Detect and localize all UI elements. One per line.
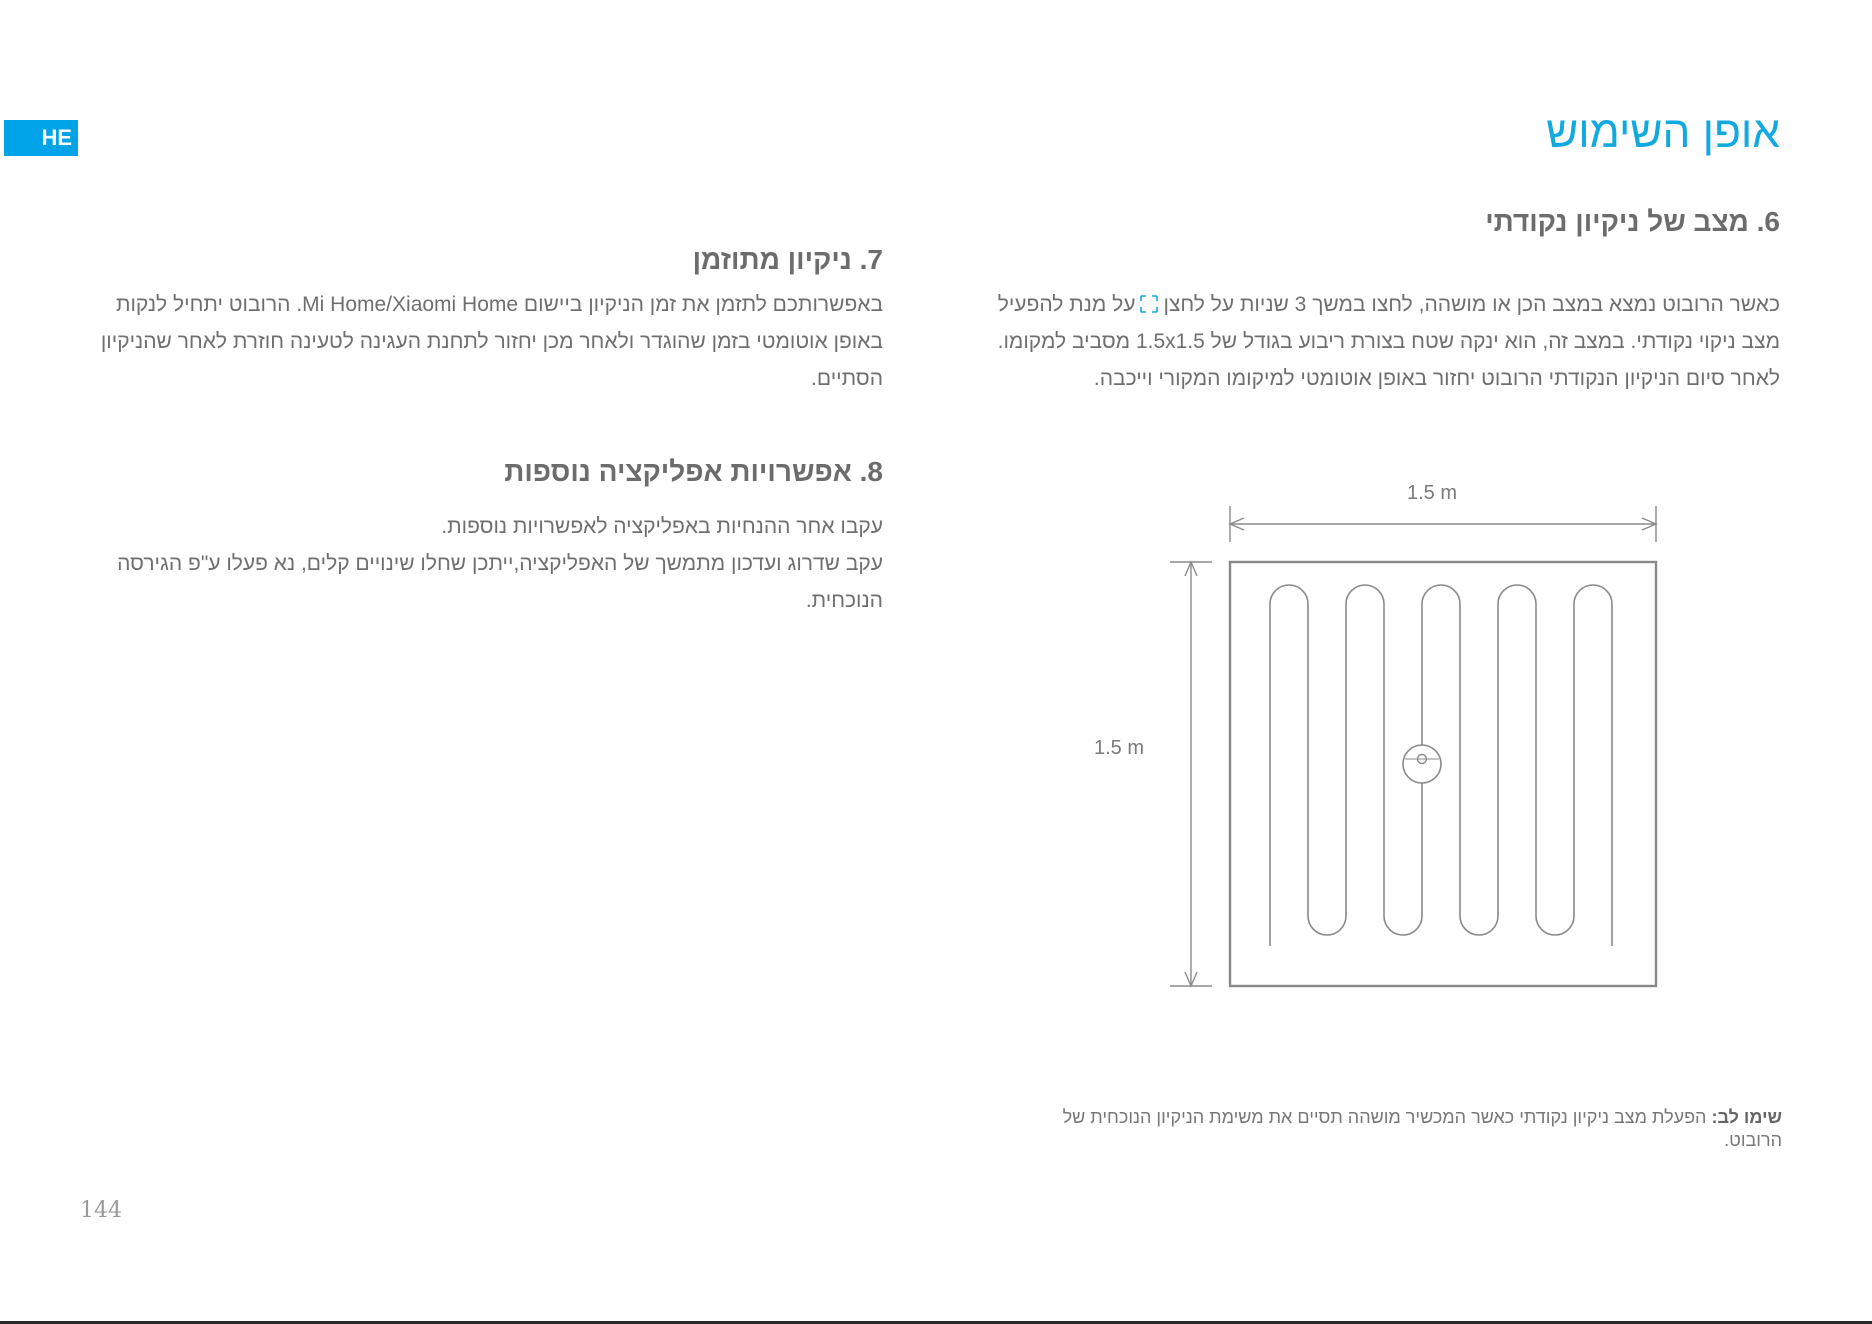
section-6-body-part2: על מנת להפעיל מצב ניקוי נקודתי. במצב זה, הוא ינקה שטח בצורת ריבוע בגודל של 1.5x1.5 מסביב למקומו. לאחר סיום הניקיון הנקודתי הרובוט יחזור באופן אוטומטי למיקומו המקורי וייכבה.	[997, 293, 1780, 390]
language-tab: HE	[4, 120, 78, 156]
spot-clean-icon	[1139, 294, 1159, 314]
note-label: שימו לב:	[1711, 1107, 1782, 1127]
section-6-body-part1: כאשר הרובוט נמצא במצב הכן או מושהה, לחצו במשך 3 שניות על לחצן	[1163, 293, 1780, 316]
height-label: 1.5 m	[1094, 737, 1145, 759]
section-8-title: 8. אפשרויות אפליקציה נוספות	[504, 456, 883, 487]
section-6-body	[990, 286, 1780, 397]
page-title: אופן השימוש	[1546, 108, 1780, 157]
section-8-body	[80, 508, 883, 619]
width-label: 1.5 m	[1406, 482, 1458, 504]
section-6-title: 6. מצב של ניקיון נקודתי	[1485, 206, 1780, 237]
section-7-body: באפשרותכם לתזמן את זמן הניקיון ביישום Mi Home/Xiaomi Home. הרובוט יתחיל לנקות באופן אוטומטי בזמן שהוגדר ולאחר מכן יחזור לתחנת העגינה לטעינה חוזרת לאחר שהניקיון הסתיים.	[100, 293, 883, 390]
page-number: 144	[80, 1198, 122, 1223]
note	[1030, 1106, 1782, 1152]
section-8-line-1: עקבו אחר ההנחיות באפליקציה לאפשרויות נוספות.	[441, 515, 883, 538]
section-8-line-2: עקב שדרוג ועדכון מתמשך של האפליקציה,ייתכן שחלו שינויים קלים, נא פעלו ע"פ הגירסה הנוכחית.	[117, 552, 883, 612]
cleaning-area-square	[1230, 562, 1656, 986]
note-text: הפעלת מצב ניקיון נקודתי כאשר המכשיר מושהה תסיים את משימת הניקיון הנוכחית של הרובוט.	[1062, 1107, 1782, 1150]
section-7-title: 7. ניקיון מתוזמן	[692, 244, 883, 275]
spot-cleaning-diagram	[1080, 470, 1680, 1010]
